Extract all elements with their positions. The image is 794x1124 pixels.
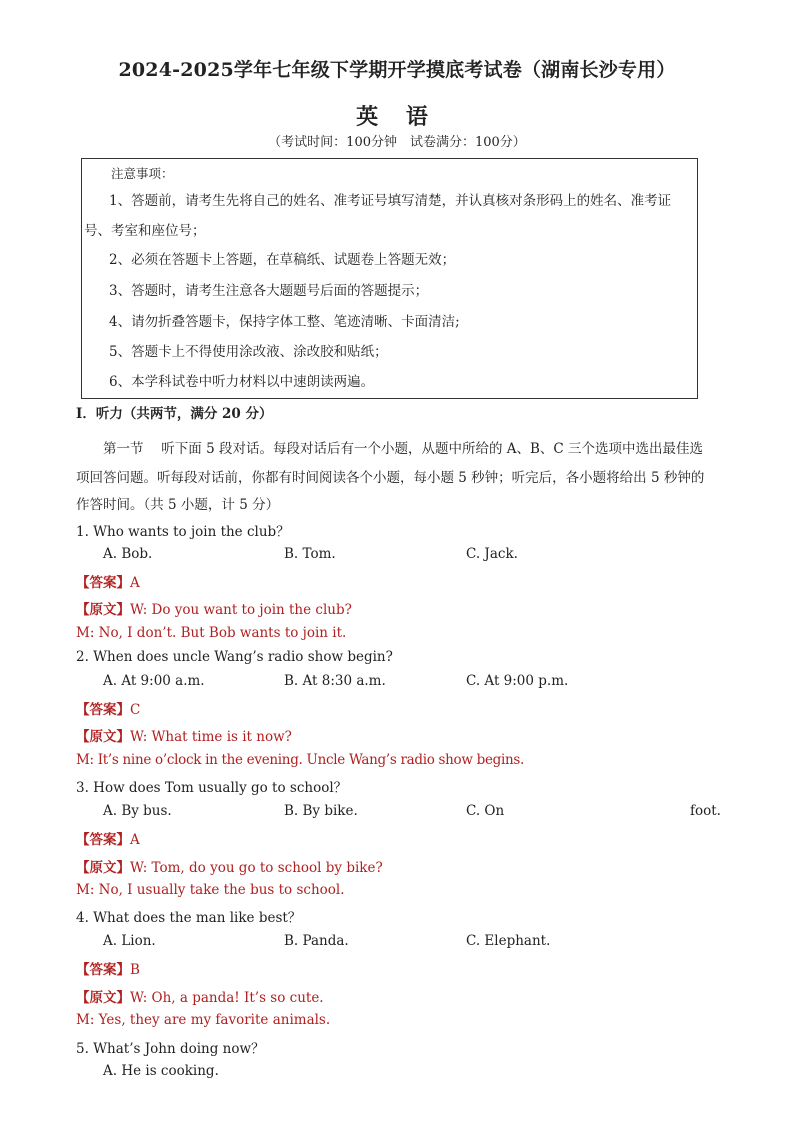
q3-answer-value: A [130,832,140,848]
notice-item-3: 3、答题时，请考生注意各大题题号后面的答题提示； [109,283,429,299]
q2-source-w: W: What time is it now? [130,729,292,745]
q1-answer [76,571,140,591]
question-2: 2. When does uncle Wang’s radio show begin? [76,649,393,665]
answer-label: 【答案】 [76,575,130,591]
q3-option-a: A. By bus. [103,803,172,819]
q4-option-a: A. Lion. [103,933,156,949]
q1-option-c: C. Jack. [466,546,518,562]
q4-source [76,986,324,1006]
q2-answer-value: C [130,702,141,718]
question-1: 1. Who wants to join the club？ [76,524,290,540]
q2-option-c: C. At 9:00 p.m. [466,673,569,689]
q2-answer [76,698,140,718]
subject-title: 英 语 [356,104,438,130]
q5-option-a: A. He is cooking. [103,1063,219,1079]
notice-item-4: 4、请勿折叠答题卡，保持字体工整、笔迹清晰、卡面清洁; [109,314,460,330]
instructions-line-3: 作答时间。（共 5 小题，计 5 分） [76,497,280,513]
question-5: 5. What’s John doing now？ [76,1041,265,1057]
q2-source-m: M: It’s nine o’clock in the evening. Uncle Wang’s radio show begins. [76,752,525,768]
q1-source [76,598,352,618]
q4-option-b: B. Panda. [284,933,349,949]
q3-option-c-cont: foot. [690,803,721,819]
answer-label: 【答案】 [76,832,130,848]
q4-source-w: W: Oh, a panda! It’s so cute. [130,990,324,1006]
instructions-line-2: 项回答问题。听每段对话前，你都有时间阅读各个小题，每小题 5 秒钟；听完后，各小题将给出 5 秒钟的 [76,470,705,486]
question-4: 4. What does the man like best？ [76,910,302,926]
answer-label: 【答案】 [76,702,130,718]
exam-info: （考试时间：100分钟 试卷满分：100分） [268,135,526,150]
notice-title: 注意事项： [111,166,174,181]
notice-item-1: 1、答题前，请考生先将自己的姓名、准考证号填写清楚，并认真核对条形码上的姓名、准考证 [109,193,672,209]
source-label: 【原文】 [76,990,130,1006]
notice-item-2: 2、必须在答题卡上答题，在草稿纸、试题卷上答题无效； [109,252,456,268]
q4-answer [76,958,140,978]
source-label: 【原文】 [76,860,130,876]
instructions-line-1: 第一节 听下面 5 段对话。每段对话后有一个小题，从题中所给的 A、B、C 三个选项中选出最佳选 [103,441,704,457]
q2-source [76,725,292,745]
q1-option-a: A. Bob. [103,546,153,562]
q3-answer [76,828,140,848]
q1-source-m: M: No, I don’t. But Bob wants to join it. [76,625,347,641]
q4-answer-value: B [130,962,140,978]
notice-item-1-cont: 号、考室和座位号； [84,223,206,239]
answer-label: 【答案】 [76,962,130,978]
q4-option-c: C. Elephant. [466,933,551,949]
q2-option-a: A. At 9:00 a.m. [103,673,205,689]
q3-option-c: C. On [466,803,505,819]
q3-source-m: M: No, I usually take the bus to school. [76,882,345,898]
question-3: 3. How does Tom usually go to school？ [76,780,348,796]
q4-source-m: M: Yes, they are my favorite animals. [76,1012,331,1028]
q1-source-w: W: Do you want to join the club? [130,602,352,618]
notice-item-5: 5、答题卡上不得使用涂改液、涂改胶和贴纸； [109,344,388,360]
q3-option-b: B. By bike. [284,803,358,819]
q1-answer-value: A [130,575,140,591]
notice-box [81,158,698,399]
q1-option-b: B. Tom. [284,546,336,562]
section-heading: Ⅰ．听力（共两节，满分 20 分） [76,406,273,422]
page-title: 2024-2025学年七年级下学期开学摸底考试卷（湖南长沙专用） [118,59,676,81]
q3-source-w: W: Tom, do you go to school by bike? [130,860,383,876]
q2-option-b: B. At 8:30 a.m. [284,673,386,689]
source-label: 【原文】 [76,729,130,745]
source-label: 【原文】 [76,602,130,618]
notice-item-6: 6、本学科试卷中听力材料以中速朗读两遍。 [109,374,375,390]
q3-source [76,856,383,876]
